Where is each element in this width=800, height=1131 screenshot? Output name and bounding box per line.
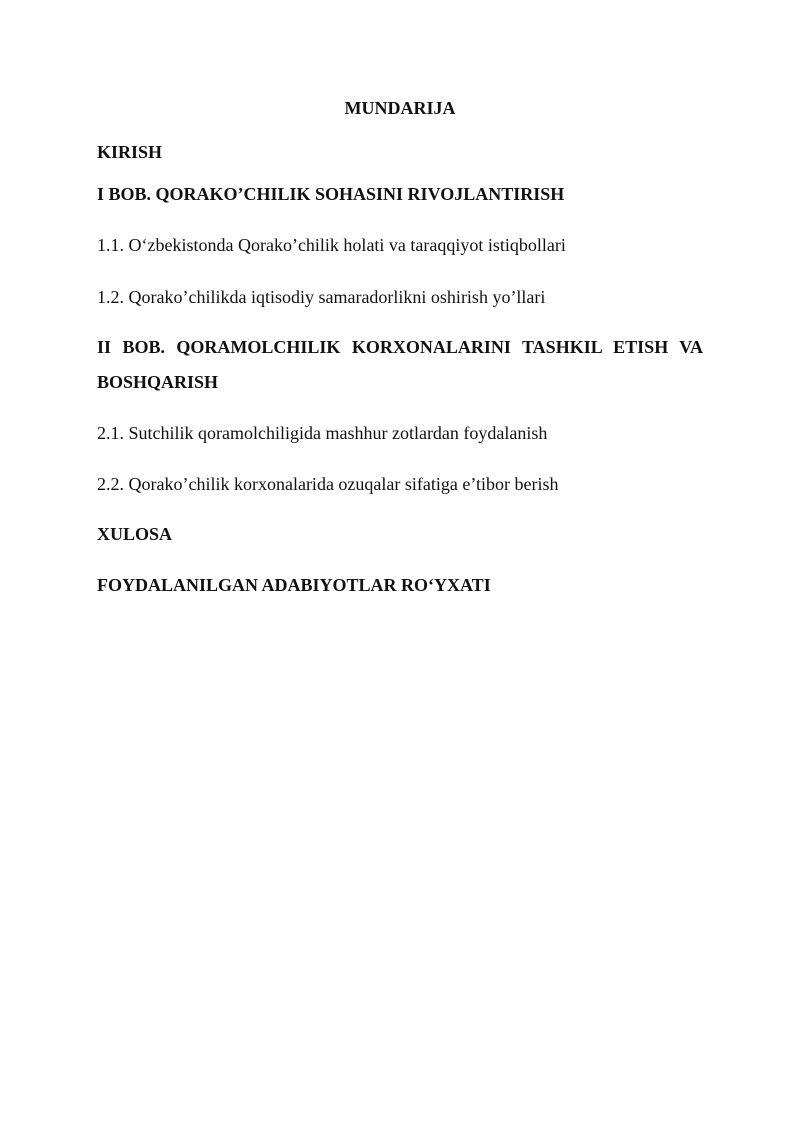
toc-entry-section-1-2: 1.2. Qorako’chilikda iqtisodiy samaradorlikni oshirish yo’llari: [97, 287, 546, 307]
toc-entry-conclusion: XULOSA: [97, 524, 173, 544]
toc-entry-chapter-1: I BOB. QORAKO’CHILIK SOHASINI RIVOJLANTIRISH: [97, 184, 565, 204]
toc-entry-chapter-2: II BOB. QORAMOLCHILIK KORXONALARINI TASHKIL ETISH VA BOSHQARISH: [97, 337, 703, 392]
page-title: MUNDARIJA: [344, 98, 456, 118]
toc-entry-references: FOYDALANILGAN ADABIYOTLAR RO‘YXATI: [97, 575, 491, 595]
toc-entry-section-2-1: 2.1. Sutchilik qoramolchiligida mashhur zotlardan foydalanish: [97, 423, 548, 443]
toc-entry-section-1-1: 1.1. O‘zbekistonda Qorako’chilik holati va taraqqiyot istiqbollari: [97, 235, 566, 255]
toc-entry-introduction: KIRISH: [97, 142, 163, 162]
toc-entry-section-2-2: 2.2. Qorako’chilik korxonalarida ozuqalar sifatiga e’tibor berish: [97, 474, 559, 494]
